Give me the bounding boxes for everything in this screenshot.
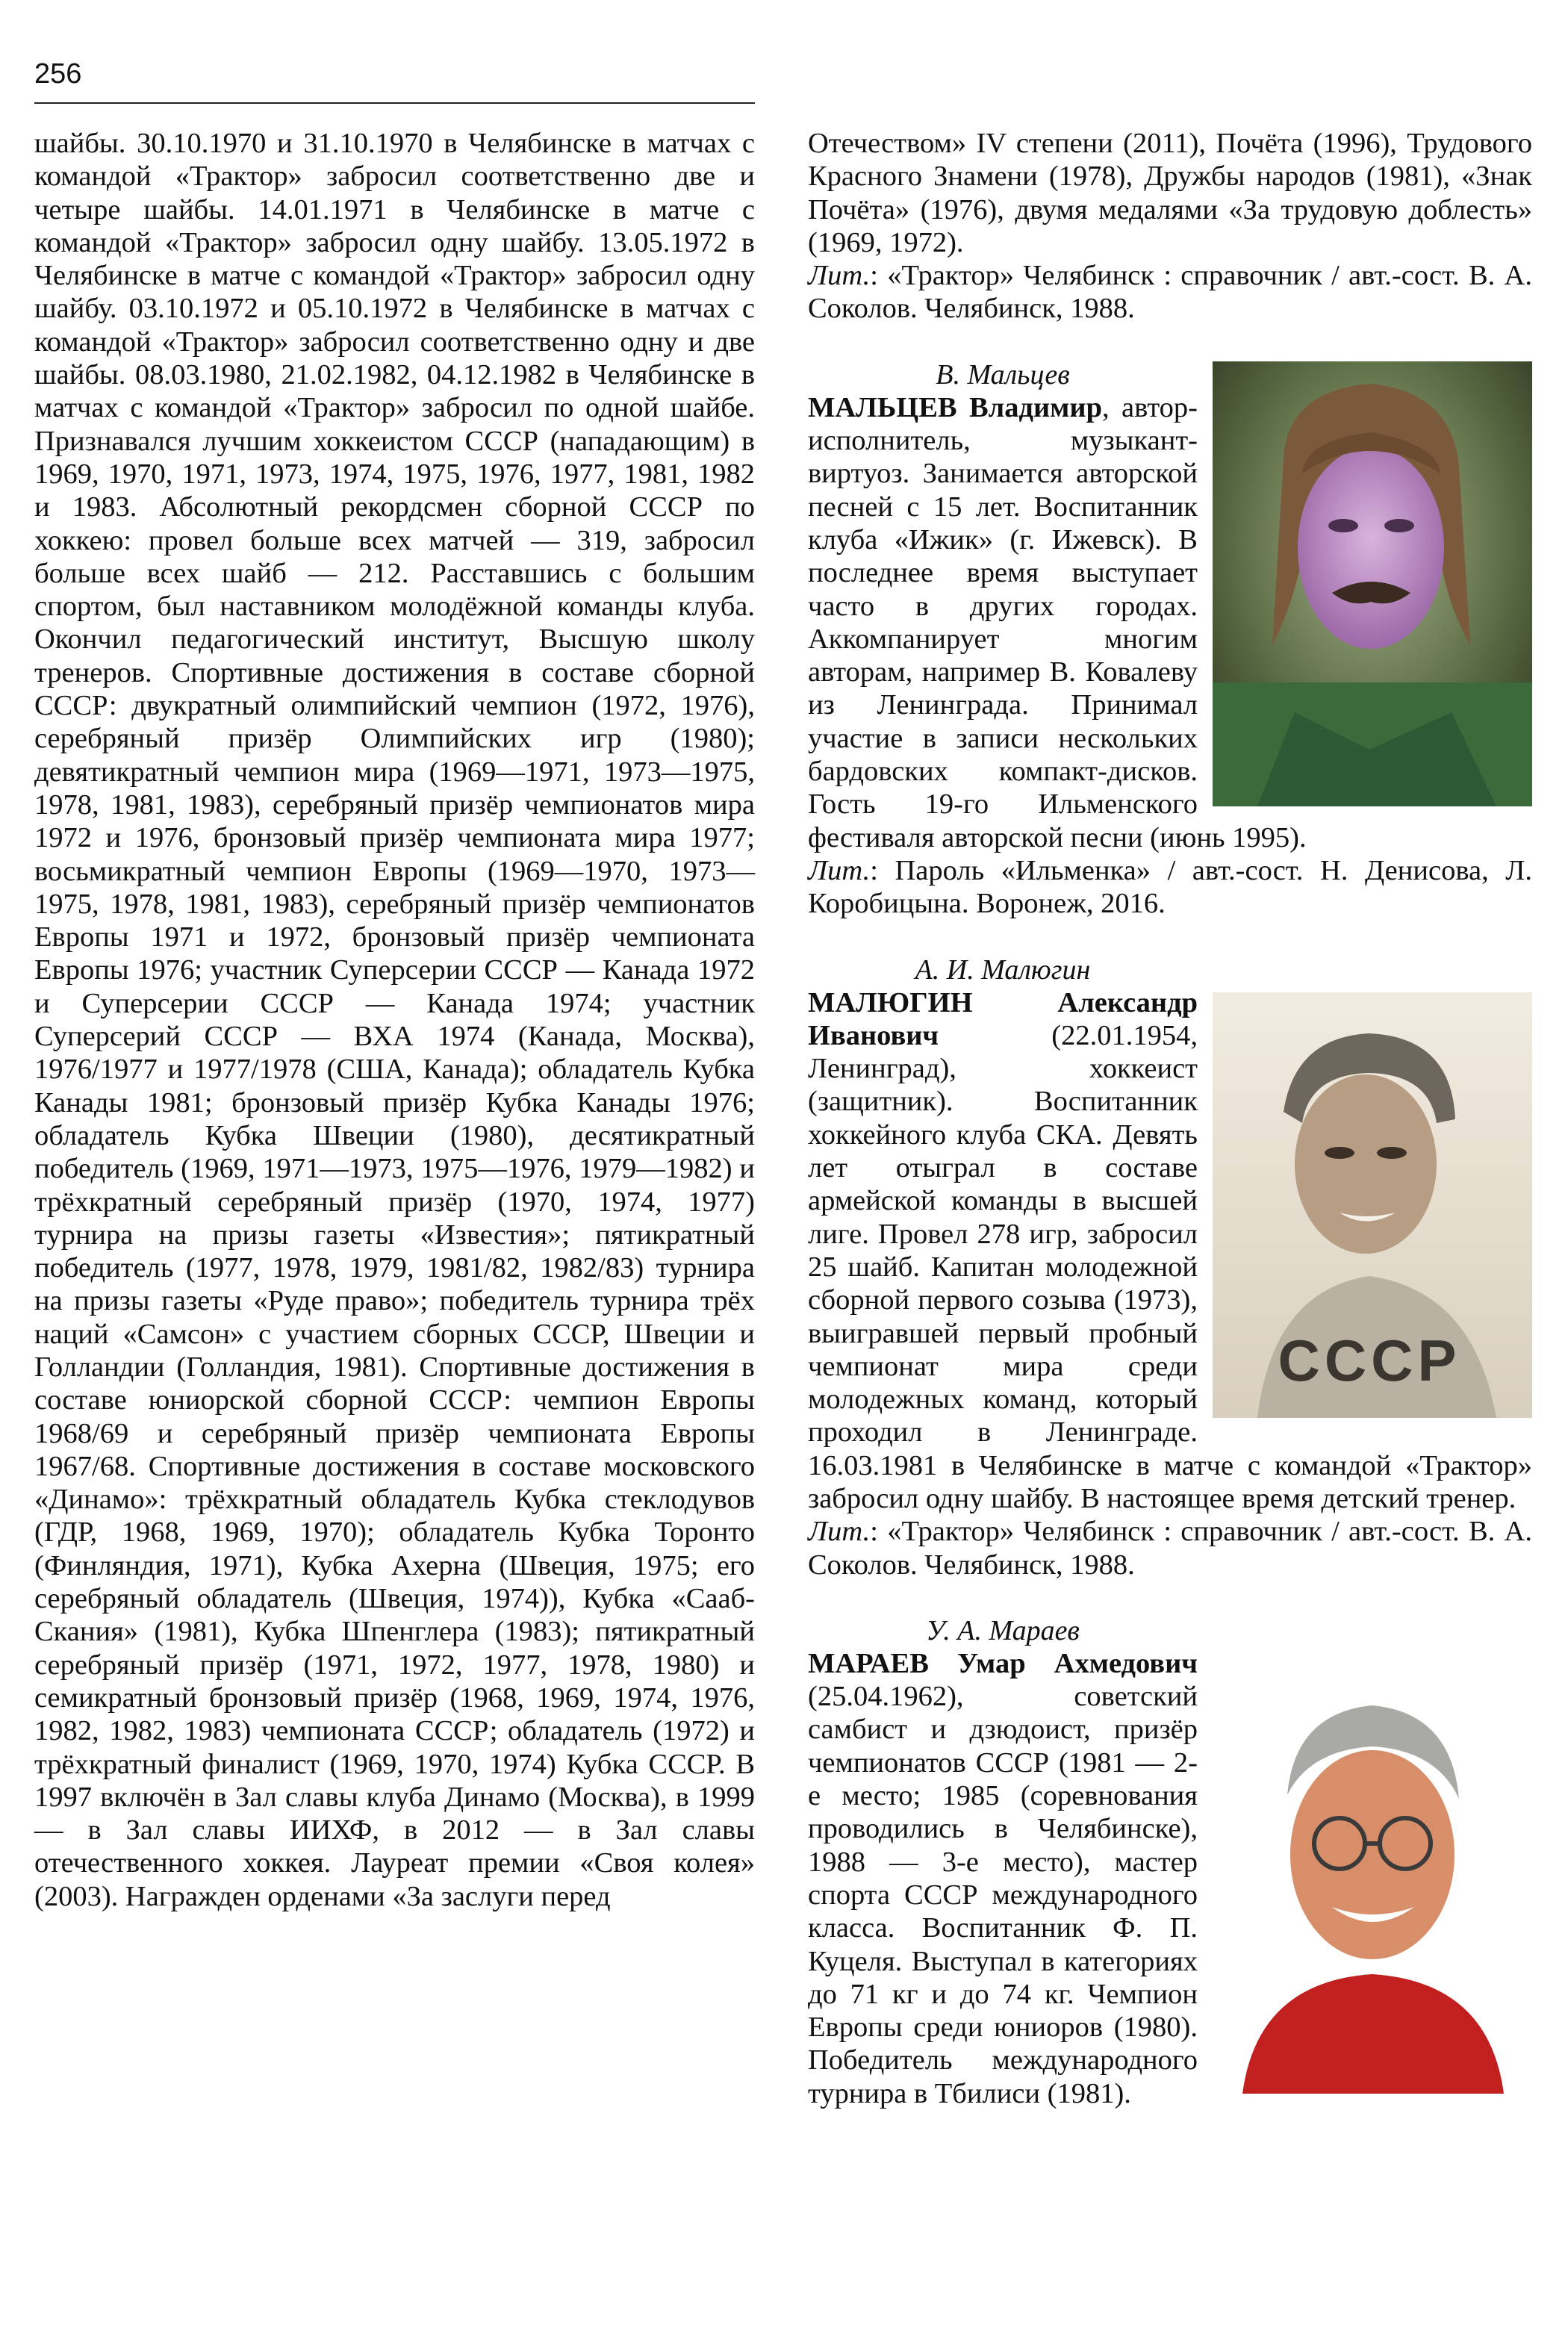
literature-text: : «Трактор» Челябинск : справочник / авт.-сост. В. А. Соколов. Челябинск, 1988. [808,1516,1532,1581]
caption-malyugin: А. И. Малюгин [915,953,1091,986]
entry-continuation-text: шайбы. 30.10.1970 и 31.10.1970 в Челябинске в матчах с командой «Трактор» забросил соответственно две и четыре шайбы. 14.01.1971 в Челябинске в матче с командой «Трактор» забросил одну шайбу. 13.05.1972 в Челябинске в матче с командой «Трактор» забросил одну шайбу. 03.10.1972 и 05.10.1972 в Челябинске в матчах с командой «Трактор» забросил соответственно одну и две шайбы. 08.03.1980, 21.02.1982, 04.12.1982 в Челябинске в матчах с командой «Трактор» забросил по одной шайбе. Признавался лучшим хоккеистом СССР (нападающим) в 1969, 1970, 1971, 1973, 1974, 1975, 1976, 1977, 1981, 1982 и 1983. Абсолютный рекордсмен сборной СССР по хоккею: провел больше всех матчей — 319, забросил больше всех шайб — 212. Расставшись с большим спортом, был наставником молодёжной команды клуба. Окончил педагогический институт, Высшую школу тренеров. Спортивные достижения в составе сборной СССР: двукратный олимпийский чемпион (1972, 1976), серебряный призёр Олимпийских игр (1980); девятикратный чемпион мира (1969—1971, 1973—1975, 1978, 1981, 1983), серебряный призёр чемпионатов мира 1972 и 1976, бронзовый призёр чемпионата мира 1977; восьмикратный чемпион Европы (1969—1970, 1973—1975, 1978, 1981, 1983), серебряный призёр чемпионатов Европы 1971 и 1972, бронзовый призёр чемпионата Европы 1976; участник Суперсерии СССР — Канада 1972 и Суперсерии СССР — Канада 1974; участник Суперсерий СССР — ВХА 1974 (Канада, Москва), 1976/1977 и 1977/1978 (США, Канада); обладатель Кубка Канады 1981; бронзовый призёр Кубка Канады 1976; обладатель Кубка Швеции (1980), десятикратный победитель (1969, 1971—1973, 1975—1976, 1979—1982) и трёхкратный серебряный призёр (1970, 1974, 1977) турнира на призы газеты «Известия»; пятикратный победитель (1977, 1978, 1979, 1981/82, 1982/83) турнира на призы газеты «Руде право»; победитель турнира трёх наций «Самсон» с участием сборных СССР, Швеции и Голландии (Голландия, 1981). Спортивные достижения в составе юниорской сборной СССР: чемпион Европы 1968/69 и серебряный призёр чемпионата Европы 1967/68. Спортивные достижения в составе московского «Динамо»: трёхкратный обладатель Кубка стеклодувов (ГДР, 1968, 1969, 1970); обладатель Кубка Торонто (Финляндия, 1971), Кубка Ахерна (Швеция, 1975; его серебряный обладатель (Швеция, 1974)), Кубка «Сааб-Скания» (1981), Кубка Шпенглера (1983); пятикратный серебряный призёр (1971, 1972, 1977, 1978, 1980) и семикратный бронзовый призёр (1968, 1969, 1974, 1976, 1982, 1982, 1983) чемпионата СССР; обладатель (1972) и трёхкратный финалист (1969, 1970, 1974) Кубка СССР. В 1997 включён в Зал славы клуба Динамо (Москва), в 1999 — в Зал славы ИИХФ, в 2012 — в Зал славы отечественного хоккея. Лауреат премии «Своя колея» (2003). Награжден орденами «За заслуги перед [34,128,755,1912]
entry-body: , автор-исполнитель, музыкант-виртуоз. Занимается авторской песней с 15 лет. Воспитанник клуба «Ижик» (г. Ижевск). В последнее время выступает часто в других городах. Аккомпанирует многим авторам, например В. Ковалеву из Ленинграда. Принимал участие в записи нескольких бардовских компакт-дисков. Гость 19-го Ильменского фестиваля авторской песни (июнь 1995). [808,391,1307,853]
continuation-text [808,127,1532,259]
figure-maltsev [1213,361,1532,814]
right-column [808,127,1532,2110]
literature-label: Лит. [808,1516,871,1548]
portrait-malyugin-photo [1213,992,1532,1418]
caption-maraev: У. А. Мараев [926,1614,1080,1646]
entry-body: (25.04.1962), советский самбист и дзюдоист, призёр чемпионатов СССР (1981 — 2-е место; 1985 (соревнования проводились в Челябинске), 1988 — 3-е место), мастер спорта СССР международного класса. Воспитанник Ф. П. Куцеля. Выступал в категориях до 71 кг и до 74 кг. Чемпион Европы среди юниоров (1980). Победитель международного турнира в Тбилиси (1981). [808,1681,1198,2109]
caption-maltsev: В. Мальцев [936,358,1070,391]
literature-label: Лит. [808,260,871,292]
entry-given-name: Александр Иванович [808,986,1198,1051]
figure-maraev [1213,1653,1532,2101]
literature-text: : «Трактор» Челябинск : справочник / авт.-сост. В. А. Соколов. Челябинск, 1988. [808,260,1532,325]
entry-surname: МАЛЬЦЕВ [808,391,957,423]
entry-body: (22.01.1954, Ленинград), хоккеист (защитник). Воспитанник хоккейного клуба СКА. Девять лет отыграл в составе армейской команды в высшей лиге. Провел 278 игр, забросил 25 шайб. Капитан молодежной сборной первого созыва (1973), выигравшей первый пробный чемпионат мира среди молодежных команд, который проходил в Ленинграде. 16.03.1981 в Челябинске в матче с командой «Трактор» забросил одну шайбу. В настоящее время детский тренер. [808,1019,1532,1514]
entry-given-name: Умар Ахмедович [956,1647,1198,1679]
continuation-literature [808,259,1532,326]
entry-given-name: Владимир [969,391,1103,423]
portrait-maraev-photo [1213,1653,1532,2094]
left-column [34,127,755,1913]
entry-surname: МАРАЕВ [808,1647,929,1679]
literature-label: Лит. [808,854,871,886]
jersey-lettering: СССР [1278,1327,1461,1393]
continuation-body: Отечеством» IV степени (2011), Почёта (1996), Трудового Красного Знамени (1978), Дружбы народов (1981), «Знак Почёта» (1976), двумя медалями «За трудовую доблесть» (1969, 1972). [808,128,1532,258]
figure-malyugin [1213,992,1532,1425]
header-rule [34,102,755,104]
portrait-maltsev-photo [1213,361,1532,806]
literature-text: : Пароль «Ильменка» / авт.-сост. Н. Денисова, Л. Коробицына. Воронеж, 2016. [808,854,1532,920]
page-number: 256 [34,58,82,90]
entry-surname: МАЛЮГИН [808,986,973,1018]
